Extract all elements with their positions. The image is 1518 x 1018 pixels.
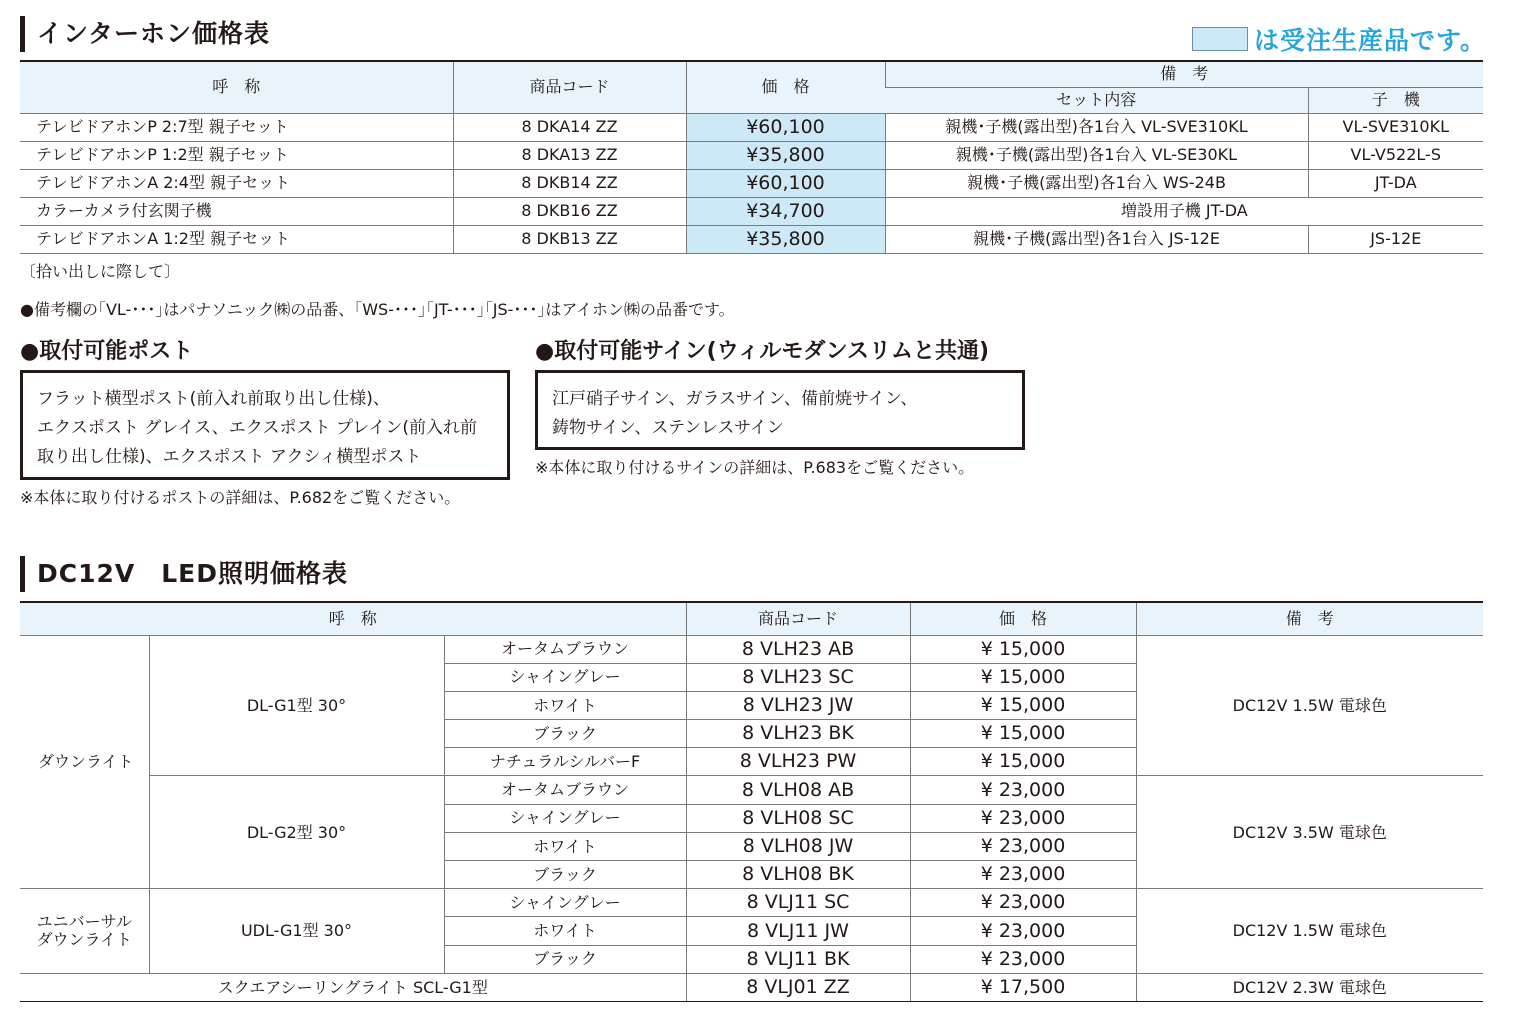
price-cell: ¥ 23,000 [910,889,1136,917]
product-name: テレビドアホンP 2:7型 親子セット [20,113,453,141]
price-cell: ¥ 15,000 [910,748,1136,776]
code-cell: 8 VLH08 SC [686,804,910,832]
led-price-table [20,603,1483,1002]
legend-text: は受注生産品です。 [1253,26,1486,55]
color-cell: オータムブラウン [444,635,686,663]
color-cell: ブラック [444,861,686,889]
remark-cell: DC12V 1.5W 電球色 [1136,635,1483,776]
header-child-unit: 子 機 [1308,87,1483,113]
child-unit: VL-V522L-S [1308,141,1483,169]
pickup-note-heading: 〔拾い出しに際して〕 [20,262,181,281]
post-detail-note: ※本体に取り付けるポストの詳細は、P.682をご覧ください。 [20,488,461,507]
code-cell: 8 VLH23 PW [686,748,910,776]
remark-cell: DC12V 2.3W 電球色 [1136,973,1483,1001]
model-cell: DL-G2型 30° [149,776,444,889]
code-cell: 8 VLJ11 BK [686,945,910,973]
compatible-posts-title: ●取付可能ポスト [20,339,194,364]
price-cell: ¥ 23,000 [910,832,1136,860]
remark-merged: 増設用子機 JT-DA [885,197,1483,225]
product-name: テレビドアホンA 2:4型 親子セット [20,169,453,197]
code-cell: 8 VLJ11 JW [686,917,910,945]
header-set-contents: セット内容 [885,87,1308,113]
price-cell: ¥ 15,000 [910,635,1136,663]
color-cell: ナチュラルシルバーF [444,748,686,776]
led-header-remarks: 備 考 [1136,603,1483,635]
model-cell: UDL-G1型 30° [149,889,444,974]
product-price: ¥35,800 [686,225,885,253]
code-cell: 8 VLH23 AB [686,635,910,663]
intercom-section-title: インターホン価格表 [20,16,270,52]
set-contents: 親機･子機(露出型)各1台入 WS-24B [885,169,1308,197]
led-header-code: 商品コード [686,603,910,635]
color-cell: ブラック [444,945,686,973]
product-code: 8 DKA13 ZZ [453,141,686,169]
child-unit: VL-SVE310KL [1308,113,1483,141]
remark-cell: DC12V 1.5W 電球色 [1136,889,1483,974]
product-name: カラーカメラ付玄関子機 [20,197,453,225]
table-row [20,635,1483,663]
table-row [20,973,1483,1001]
price-cell: ¥ 23,000 [910,917,1136,945]
code-cell: 8 VLH23 SC [686,663,910,691]
product-code: 8 DKB13 ZZ [453,225,686,253]
table-row [20,197,1483,225]
code-cell: 8 VLH08 AB [686,776,910,804]
sign-detail-note: ※本体に取り付けるサインの詳細は、P.683をご覧ください。 [535,458,975,477]
code-cell: 8 VLJ01 ZZ [686,973,910,1001]
led-header-name: 呼 称 [20,603,686,635]
sign-line-2: 鋳物サイン、ステンレスサイン [552,418,784,438]
category-cell: ダウンライト [20,635,149,889]
color-cell: ホワイト [444,691,686,719]
color-cell: ホワイト [444,917,686,945]
price-cell: ¥ 23,000 [910,804,1136,832]
price-cell: ¥ 23,000 [910,945,1136,973]
product-name: テレビドアホンA 1:2型 親子セット [20,225,453,253]
legend-swatch [1192,27,1248,51]
table-row [20,169,1483,197]
color-cell: オータムブラウン [444,776,686,804]
product-price: ¥34,700 [686,197,885,225]
code-cell: 8 VLH23 JW [686,691,910,719]
set-contents: 親機･子機(露出型)各1台入 VL-SE30KL [885,141,1308,169]
table-row [20,113,1483,141]
table-row [20,776,1483,804]
color-cell: シャイングレー [444,889,686,917]
product-price: ¥60,100 [686,169,885,197]
intercom-price-table [20,62,1483,254]
led-section-title: DC12V LED照明価格表 [20,556,348,592]
price-cell: ¥ 15,000 [910,663,1136,691]
sign-line-1: 江戸硝子サイン、ガラスサイン、備前焼サイン、 [552,389,918,409]
header-code: 商品コード [453,62,686,113]
child-unit: JS-12E [1308,225,1483,253]
remark-cell: DC12V 3.5W 電球色 [1136,776,1483,889]
post-line-1: フラット横型ポスト(前入れ前取り出し仕様)、 [37,389,390,409]
post-line-3: 取り出し仕様)、エクスポスト アクシィ横型ポスト [37,447,422,467]
set-contents: 親機･子機(露出型)各1台入 VL-SVE310KL [885,113,1308,141]
model-number-note: ●備考欄の｢VL-･･･｣はパナソニック㈱の品番、｢WS-･･･｣｢JT-･･･｣｢JS-･･･｣はアイホン㈱の品番です。 [20,300,735,319]
compatible-signs-box [535,370,1025,450]
category-cell: ユニバーサル ダウンライト [20,889,149,974]
product-name: スクエアシーリングライト SCL-G1型 [20,973,686,1001]
product-code: 8 DKA14 ZZ [453,113,686,141]
price-cell: ¥ 15,000 [910,720,1136,748]
color-cell: ブラック [444,720,686,748]
price-cell: ¥ 23,000 [910,861,1136,889]
color-cell: ホワイト [444,832,686,860]
code-cell: 8 VLH08 JW [686,832,910,860]
model-cell: DL-G1型 30° [149,635,444,776]
compatible-posts-box [20,370,510,480]
header-name: 呼 称 [20,62,453,113]
price-cell: ¥ 23,000 [910,776,1136,804]
set-contents: 親機･子機(露出型)各1台入 JS-12E [885,225,1308,253]
header-price: 価 格 [686,62,885,113]
price-cell: ¥ 15,000 [910,691,1136,719]
post-line-2: エクスポスト グレイス、エクスポスト プレイン(前入れ前 [37,418,478,438]
code-cell: 8 VLJ11 SC [686,889,910,917]
table-row [20,225,1483,253]
price-cell: ¥ 17,500 [910,973,1136,1001]
led-header-price: 価 格 [910,603,1136,635]
made-to-order-legend [1192,22,1486,56]
product-price: ¥60,100 [686,113,885,141]
code-cell: 8 VLH23 BK [686,720,910,748]
color-cell: シャイングレー [444,804,686,832]
product-code: 8 DKB14 ZZ [453,169,686,197]
table-row [20,889,1483,917]
compatible-signs-title: ●取付可能サイン(ウィルモダンスリムと共通) [535,339,990,364]
color-cell: シャイングレー [444,663,686,691]
table-row [20,141,1483,169]
product-name: テレビドアホンP 1:2型 親子セット [20,141,453,169]
child-unit: JT-DA [1308,169,1483,197]
product-code: 8 DKB16 ZZ [453,197,686,225]
code-cell: 8 VLH08 BK [686,861,910,889]
product-price: ¥35,800 [686,141,885,169]
header-remarks: 備 考 [885,62,1483,87]
